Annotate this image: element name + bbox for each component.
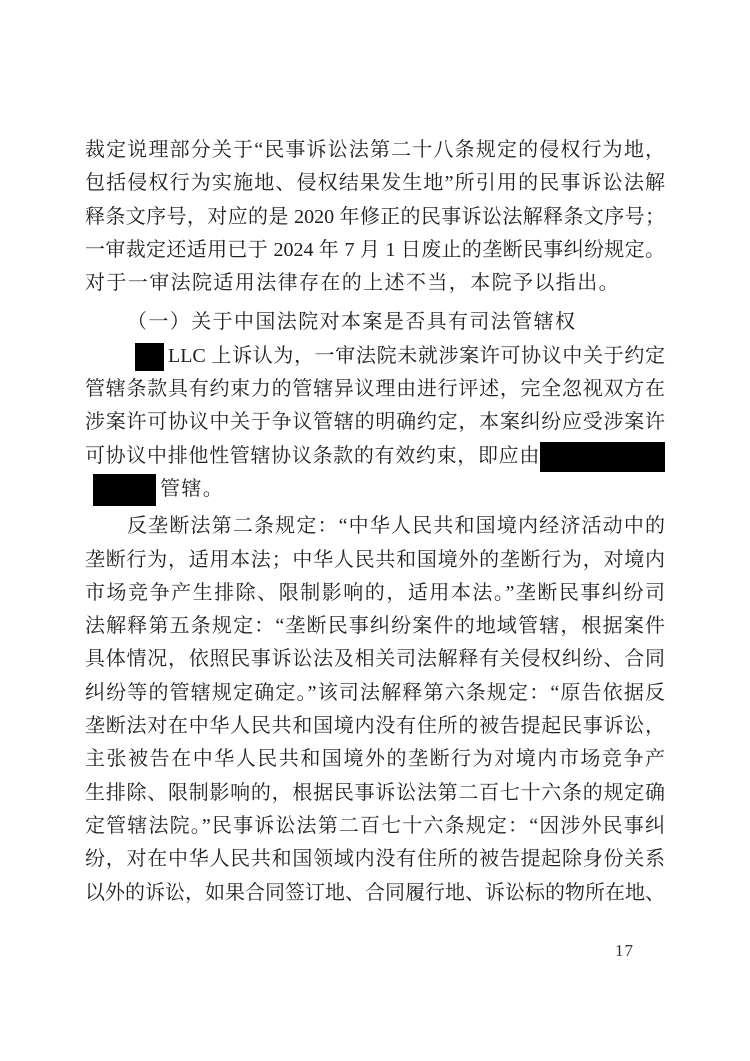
text-line: [85, 267, 665, 300]
text-line: [85, 777, 665, 810]
text-segment: 可协议中排他性管辖协议条款的有效约束，即应由: [85, 444, 540, 467]
text-segment: 涉案许可协议中关于争议管辖的明确约定，本案纠纷应受涉案许: [85, 411, 665, 434]
text-segment: 管辖条款具有约束力的管辖异议理由进行评述，完全忽视双方在: [85, 378, 665, 401]
page-number: 17: [615, 941, 634, 960]
text-segment: 一审裁定还适用已于 2024 年 7 月 1 日废止的垄断民事纠纷规定。: [85, 238, 665, 261]
text-segment: 释条文序号，对应的是 2020 年修正的民事诉讼法解释条文序号；: [85, 205, 665, 228]
text-line: [85, 473, 665, 506]
text-line: [85, 677, 665, 710]
text-line: [85, 201, 665, 234]
text-segment: 对于一审法院适用法律存在的上述不当，本院予以指出。: [85, 272, 620, 295]
text-line: [85, 134, 665, 167]
text-line: [85, 373, 665, 406]
text-line: [85, 877, 665, 910]
text-line: [85, 710, 665, 743]
text-line: [85, 340, 665, 373]
text-segment: 具体情况，依照民事诉讼法及相关司法解释有关侵权纠纷、合同: [85, 648, 665, 671]
text-line: [85, 577, 665, 610]
text-segment: 法解释第五条规定：“垄断民事纠纷案件的地域管辖，根据案件: [85, 615, 665, 638]
text-segment: 垄断行为，适用本法；中华人民共和国境外的垄断行为，对境内: [85, 548, 665, 571]
redaction-box: [540, 442, 665, 472]
text-segment: 包括侵权行为实施地、侵权结果发生地”所引用的民事诉讼法解: [85, 172, 665, 195]
text-line: [85, 643, 665, 676]
text-segment: 垄断法对在中华人民共和国境内没有住所的被告提起民事诉讼，: [85, 715, 665, 738]
text-segment: 以外的诉讼，如果合同签订地、合同履行地、诉讼标的物所在地、: [85, 881, 665, 904]
text-segment: 裁定说理部分关于“民事诉讼法第二十八条规定的侵权行为地，: [85, 139, 665, 161]
text-line: [85, 167, 665, 200]
text-line: [85, 843, 665, 876]
text-line: [85, 743, 665, 776]
text-line: [85, 306, 665, 339]
text-segment: LLC 上诉认为，一审法院未就涉案许可协议中关于约定: [168, 344, 665, 367]
text-segment: 纷，对在中华人民共和国领域内没有住所的被告提起除身份关系: [85, 848, 665, 871]
redaction-box: [135, 343, 164, 371]
text-line: [85, 810, 665, 843]
text-line: [85, 510, 665, 543]
text-line: [85, 544, 665, 577]
text-segment: （一）关于中国法院对本案是否具有司法管辖权: [127, 311, 577, 334]
text-segment: 纠纷等的管辖规定确定。”该司法解释第六条规定：“原告依据反: [85, 681, 665, 704]
text-segment: 反垄断法第二条规定：“中华人民共和国境内经济活动中的: [127, 515, 665, 538]
text-line: [85, 234, 665, 267]
text-segment: 管辖。: [160, 477, 225, 500]
text-line: [85, 610, 665, 643]
text-segment: 生排除、限制影响的，根据民事诉讼法第二百七十六条的规定确: [85, 781, 665, 804]
redaction-box: [93, 474, 156, 506]
text-line: [85, 406, 665, 439]
text-segment: 主张被告在中华人民共和国境外的垄断行为对境内市场竞争产: [85, 748, 665, 771]
text-line: [85, 440, 665, 473]
document-body: [85, 134, 665, 910]
text-segment: 市场竞争产生排除、限制影响的，适用本法。”垄断民事纠纷司: [85, 581, 665, 604]
text-segment: 定管辖法院。”民事诉讼法第二百七十六条规定：“因涉外民事纠: [85, 814, 665, 837]
